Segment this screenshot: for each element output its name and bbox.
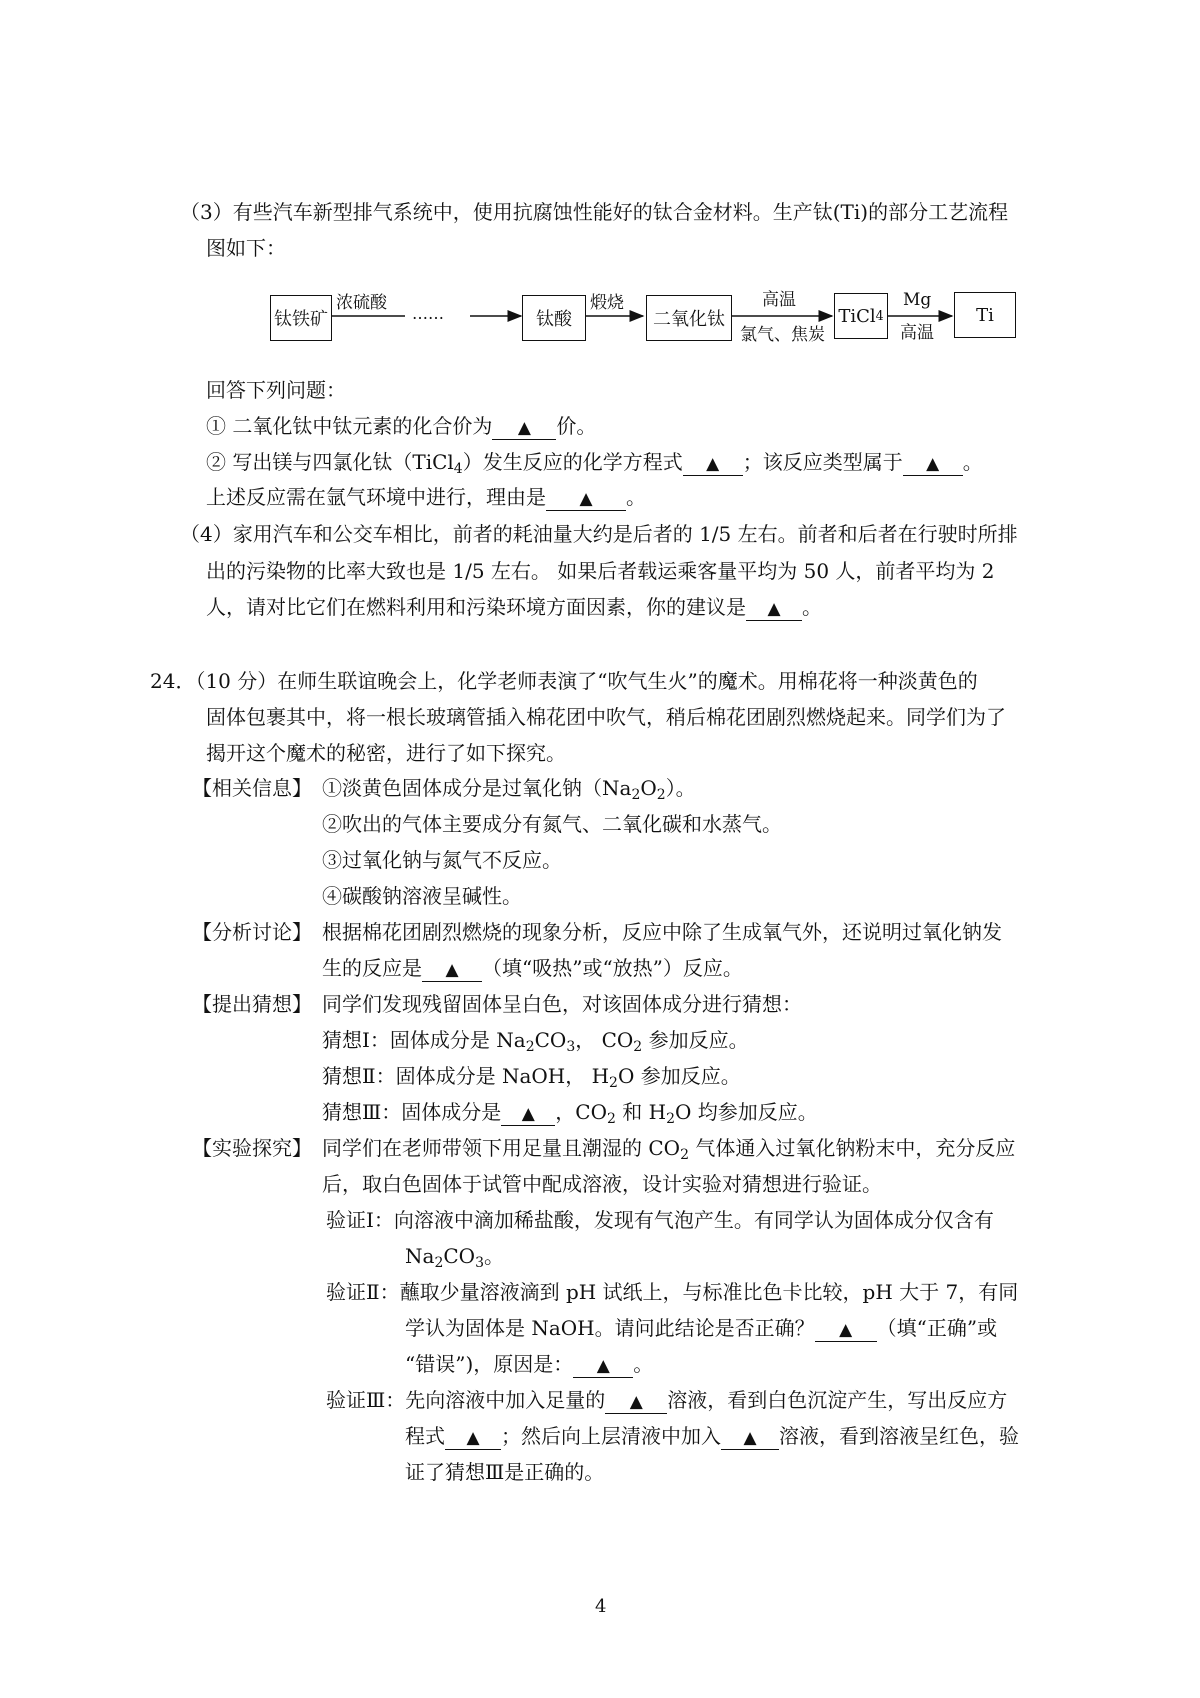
- verify-1-line1: 验证Ⅰ：向溶液中滴加稀盐酸，发现有气泡产生。有同学认为固体成分仅含有: [326, 1208, 994, 1232]
- related-info-heading: 【相关信息】: [192, 776, 312, 800]
- answer-blank[interactable]: ▲: [501, 1101, 555, 1126]
- flow-node-ticl4: TiCl 4: [834, 293, 888, 339]
- flow-label-high-temp-2: 高温: [900, 323, 934, 343]
- experiment-line2: 后，取白色固体于试管中配成溶液，设计实验对猜想进行验证。: [322, 1172, 882, 1196]
- q3-intro-line2: 图如下：: [206, 236, 286, 260]
- hypothesis-heading: 【提出猜想】: [192, 992, 312, 1016]
- verify-3-line2: 程式 ▲ ；然后向上层清液中加入 ▲ 溶液，看到溶液呈红色，验: [405, 1424, 1019, 1448]
- q3-ask: 回答下列问题：: [206, 378, 346, 402]
- q3-item1: ① 二氧化钛中钛元素的化合价为 ▲ 价。: [206, 414, 597, 438]
- experiment-heading: 【实验探究】: [192, 1136, 312, 1160]
- answer-blank[interactable]: ▲: [422, 957, 482, 982]
- flow-label-sulfuric-acid: 浓硫酸: [336, 293, 387, 313]
- discussion-line1: 根据棉花团剧烈燃烧的现象分析，反应中除了生成氧气外，还说明过氧化钠发: [322, 920, 1002, 944]
- verify-3-line1: 验证Ⅲ：先向溶液中加入足量的 ▲ 溶液，看到白色沉淀产生，写出反应方: [326, 1388, 1008, 1412]
- experiment-line1: 同学们在老师带领下用足量且潮湿的 $CO_2$ 气体通入过氧化钠粉末中，充分反应: [322, 1136, 1016, 1164]
- hypothesis-intro: 同学们发现残留固体呈白色，对该固体成分进行猜想：: [322, 992, 802, 1016]
- related-info-2: ②吹出的气体主要成分有氮气、二氧化碳和水蒸气。: [322, 812, 782, 836]
- flow-label-calcination: 煅烧: [590, 293, 624, 313]
- flow-node-titanic-acid: 钛酸: [522, 295, 586, 341]
- answer-blank[interactable]: ▲: [546, 486, 626, 511]
- verify-2-line2: 学认为固体是 NaOH。请问此结论是否正确？ ▲ （填“正确”或: [405, 1316, 998, 1340]
- answer-blank[interactable]: ▲: [492, 415, 556, 440]
- hypothesis-3: 猜想Ⅲ：固体成分是 ▲ ，$CO_2$ 和 $H_2O$ 均参加反应。: [322, 1100, 818, 1128]
- answer-blank[interactable]: ▲: [605, 1389, 667, 1414]
- flow-node-ilmenite: 钛铁矿: [270, 295, 332, 341]
- q3-item2: ② 写出镁与四氯化钛（TiCl$_4$）发生反应的化学方程式 ▲ ；该反应类型属于 ▲ 。: [206, 450, 983, 478]
- related-info-3: ③过氧化钠与氮气不反应。: [322, 848, 562, 872]
- flow-label-chlorine-coke: 氯气、焦炭: [740, 325, 825, 345]
- discussion-line2: 生的反应是 ▲ （填“吸热”或“放热”）反应。: [322, 956, 743, 980]
- flow-node-titanium-dioxide: 二氧化钛: [646, 295, 732, 341]
- verify-3-line3: 证了猜想Ⅲ是正确的。: [405, 1460, 605, 1484]
- answer-blank[interactable]: ▲: [721, 1425, 779, 1450]
- q3-item2-reason: 上述反应需在氩气环境中进行，理由是 ▲ 。: [206, 485, 646, 509]
- flow-node-ti: Ti: [954, 292, 1016, 338]
- answer-blank[interactable]: ▲: [746, 596, 802, 621]
- q4-line1: （4）家用汽车和公交车相比，前者的耗油量大约是后者的 1/5 左右。前者和后者在行驶时所排: [180, 522, 1018, 546]
- related-info-1: ①淡黄色固体成分是过氧化钠$(Na_2O_2)$。: [322, 776, 696, 804]
- q4-line3: 人，请对比它们在燃料利用和污染环境方面因素，你的建议是 ▲ 。: [206, 595, 822, 619]
- related-info-4: ④碳酸钠溶液呈碱性。: [322, 884, 522, 908]
- hypothesis-2: 猜想Ⅱ：固体成分是 NaOH， $H_2O$ 参加反应。: [322, 1064, 741, 1092]
- hypothesis-1: 猜想Ⅰ：固体成分是 $Na_2CO_3$， $CO_2$ 参加反应。: [322, 1028, 749, 1056]
- answer-blank[interactable]: ▲: [573, 1353, 633, 1378]
- flow-label-high-temp: 高温: [762, 290, 796, 310]
- page-number: 4: [595, 1596, 607, 1617]
- verify-2-line1: 验证Ⅱ：蘸取少量溶液滴到 pH 试纸上，与标准比色卡比较，pH 大于 7，有同: [326, 1280, 1019, 1304]
- q24-line3: 揭开这个魔术的秘密，进行了如下探究。: [206, 741, 566, 765]
- q4-line2: 出的污染物的比率大致也是 1/5 左右。 如果后者载运乘客量平均为 50 人，前者平均为 2: [206, 559, 995, 583]
- flow-ellipsis: ……: [412, 304, 444, 323]
- verify-2-line3: “错误”)，原因是： ▲ 。: [405, 1352, 654, 1376]
- flow-label-mg: Mg: [903, 290, 932, 310]
- answer-blank[interactable]: ▲: [445, 1425, 501, 1450]
- answer-blank[interactable]: ▲: [683, 451, 743, 476]
- verify-1-line2: $Na_2CO_3$。: [405, 1244, 504, 1272]
- q3-intro-line1: （3）有些汽车新型排气系统中，使用抗腐蚀性能好的钛合金材料。生产钛(Ti)的部分工艺流程: [180, 200, 1009, 224]
- q24-line2: 固体包裹其中，将一根长玻璃管插入棉花团中吹气，稍后棉花团剧烈燃烧起来。同学们为了: [206, 705, 1006, 729]
- answer-blank[interactable]: ▲: [815, 1317, 877, 1342]
- discussion-heading: 【分析讨论】: [192, 920, 312, 944]
- answer-blank[interactable]: ▲: [903, 451, 963, 476]
- q24-line1: 24．（10 分）在师生联谊晚会上，化学老师表演了“吹气生火”的魔术。用棉花将一种淡黄色的: [150, 669, 978, 693]
